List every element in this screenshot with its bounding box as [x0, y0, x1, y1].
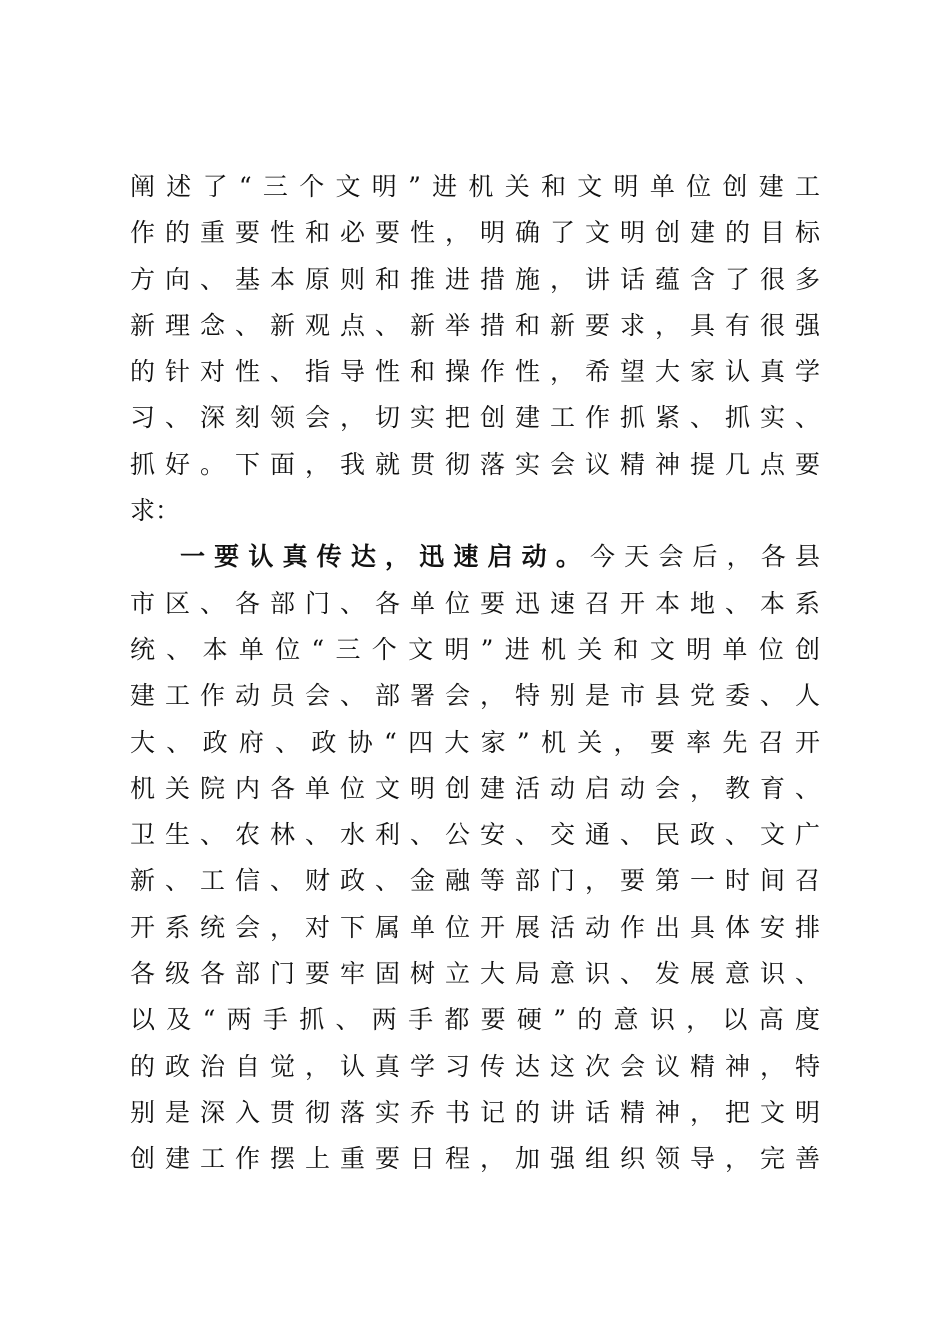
text-line: 的政治自觉，认真学习传达这次会议精神，特: [130, 1051, 820, 1081]
text-line: 新理念、新观点、新举措和新要求，具有很强: [130, 310, 820, 340]
body-text: [130, 164, 820, 1183]
text-line: 别是深入贯彻落实乔书记的讲话精神，把文明: [130, 1097, 820, 1127]
text-line: 大、政府、政协“四大家”机关，要率先召开: [130, 727, 820, 757]
text-line: 卫生、农林、水利、公安、交通、民政、文广: [130, 820, 820, 850]
text-line: 的针对性、指导性和操作性，希望大家认真学: [130, 357, 820, 387]
text-line: 统、本单位“三个文明”进机关和文明单位创: [130, 634, 820, 664]
text-line: 以及“两手抓、两手都要硬”的意识，以高度: [130, 1005, 820, 1035]
text-line: 各级各部门要牢固树立大局意识、发展意识、: [130, 959, 820, 989]
text-line: 市区、各部门、各单位要迅速召开本地、本系: [130, 588, 820, 618]
section-heading: 一要认真传达，迅速启动。: [180, 542, 590, 572]
text-line: 新、工信、财政、金融等部门，要第一时间召: [130, 866, 820, 896]
text-line: 机关院内各单位文明创建活动启动会，教育、: [130, 773, 820, 803]
section-heading-rest: 今天会后，各县: [589, 542, 820, 572]
text-line: 抓好。下面，我就贯彻落实会议精神提几点要: [130, 449, 820, 479]
text-line: 阐述了“三个文明”进机关和文明单位创建工: [130, 172, 820, 201]
section-heading-line: [130, 534, 820, 580]
text-line: 开系统会，对下属单位开展活动作出具体安排: [130, 912, 820, 942]
text-line: 作的重要性和必要性，明确了文明创建的目标: [130, 218, 820, 248]
text-line: 创建工作摆上重要日程，加强组织领导，完善: [130, 1144, 820, 1174]
text-line: 求：: [130, 496, 181, 526]
text-line: 建工作动员会、部署会，特别是市县党委、人: [130, 681, 820, 711]
text-line: 方向、基本原则和推进措施，讲话蕴含了很多: [130, 264, 820, 294]
text-line: 习、深刻领会，切实把创建工作抓紧、抓实、: [130, 403, 820, 433]
